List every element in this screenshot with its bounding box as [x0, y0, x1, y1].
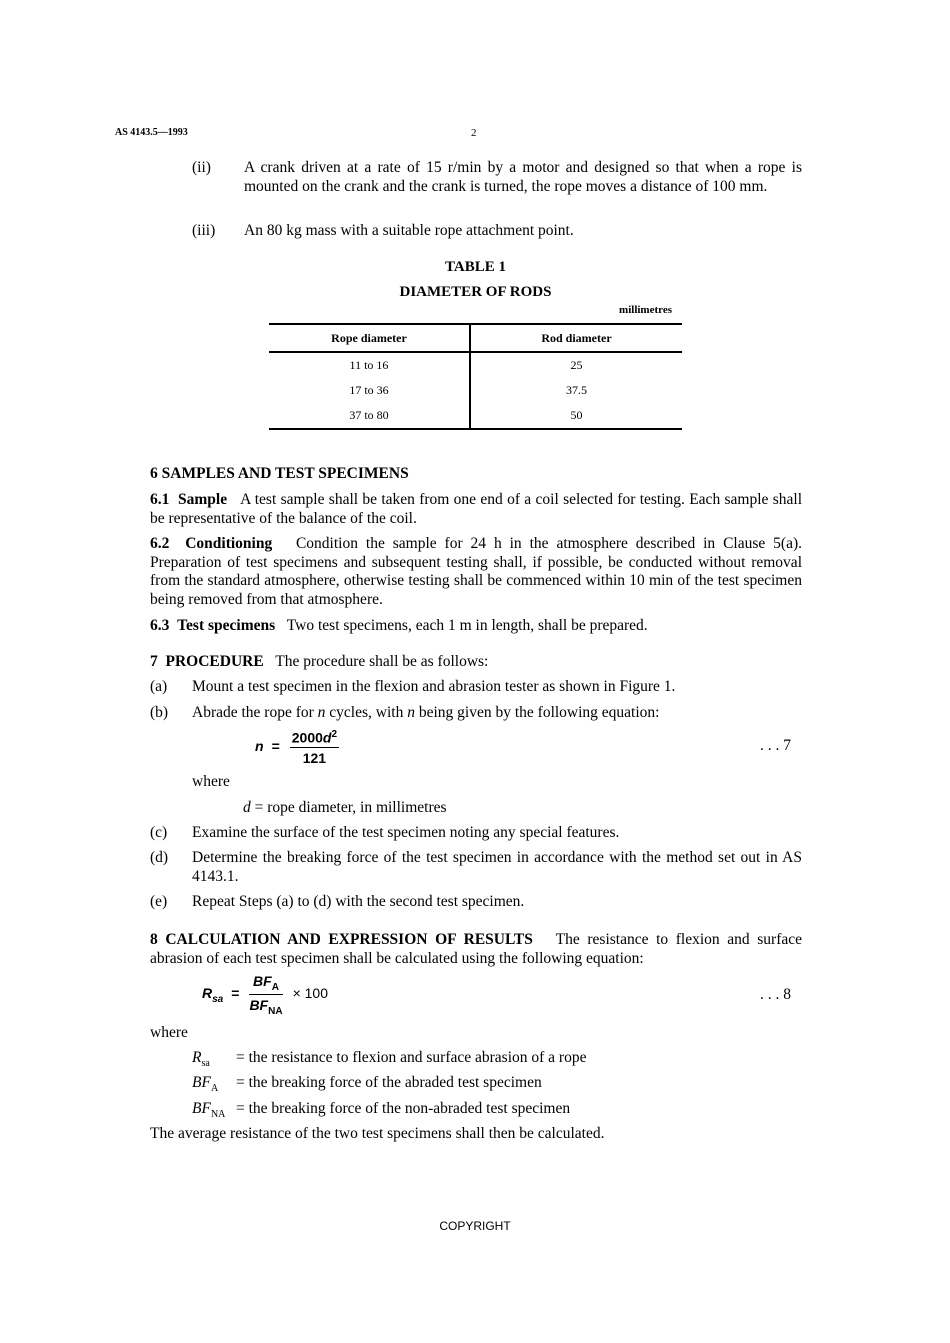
table-row — [269, 378, 682, 403]
column-header: Rope diameter — [269, 324, 470, 352]
eq-lhs: n — [255, 738, 264, 754]
def-symbol-main: R — [192, 1049, 202, 1066]
item-text: A crank driven at a rate of 15 r/min by a motor and designed so that when a rope is mounted on the crank and the crank is turned, the rope moves a distance of 100 mm. — [244, 159, 802, 195]
table-cell: 37.5 — [566, 383, 587, 397]
eq-symbol: BF — [253, 973, 272, 989]
eq-symbol: R — [202, 985, 213, 1002]
table-cell: 50 — [470, 403, 682, 429]
clause-6-1 — [150, 491, 802, 528]
equation-number: . . . 7 — [760, 737, 791, 754]
def-symbol: d — [243, 799, 251, 816]
step-label: (b) — [150, 704, 169, 721]
clause-number: 6.1 — [150, 491, 170, 508]
variable-definition — [192, 1074, 802, 1099]
table-cell: 25 — [570, 358, 583, 372]
eq-denominator: 121 — [302, 749, 327, 766]
procedure-step — [150, 824, 802, 843]
step-text — [192, 704, 802, 723]
eq-multiplier: × 100 — [292, 985, 328, 1002]
variable-definition — [192, 1100, 802, 1125]
def-text: = the breaking force of the abraded test specimen — [236, 1074, 542, 1091]
clause-text: Condition the sample for 24 h in the atmosphere described in Clause 5(a). Preparation of test specimens and subsequent testing shall, if possible, be conducted without removal from the standard atmosphere, otherwise testing shall be commenced within 10 min of the test specimen being removed from that atmosphere. — [150, 535, 802, 608]
standard-designation: AS 4143.5—1993 — [115, 127, 188, 138]
clause-number: 6.3 — [150, 617, 170, 634]
eq-fraction — [290, 729, 339, 766]
variable-definition — [192, 1049, 802, 1074]
item-label: (iii) — [192, 222, 216, 239]
eq-lhs — [202, 985, 224, 1006]
step-label: (d) — [150, 849, 169, 866]
procedure-step — [150, 704, 802, 723]
section-heading: 6 SAMPLES AND TEST SPECIMENS — [150, 465, 409, 482]
eq-fraction — [249, 973, 282, 1017]
eq-variable: d — [322, 729, 332, 746]
clause-title: Conditioning — [185, 535, 273, 552]
variable: n — [407, 704, 415, 721]
def-text: = rope diameter, in millimetres — [254, 799, 447, 816]
section-text: The resistance to flexion and surface abrasion of each test specimen shall be calculated using the following equation: — [150, 931, 802, 967]
section-number: 7 — [150, 653, 158, 670]
eq-subscript: NA — [268, 1005, 283, 1017]
step-text: Mount a test specimen in the flexion and abrasion tester as shown in Figure 1. — [192, 678, 676, 695]
def-text: = the resistance to flexion and surface abrasion of a rope — [236, 1049, 587, 1066]
copyright-footer: COPYRIGHT — [439, 1219, 511, 1233]
variable-definition — [243, 799, 447, 818]
item-text: An 80 kg mass with a suitable rope attachment point. — [244, 222, 574, 239]
table-row — [269, 352, 682, 378]
equation-number: . . . 8 — [760, 986, 791, 1003]
equation-8 — [202, 973, 328, 1017]
rods-table — [269, 323, 682, 430]
def-subscript: A — [210, 1083, 219, 1095]
eq-subscript: sa — [212, 994, 224, 1006]
closing-sentence: The average resistance of the two test specimens shall then be calculated. — [150, 1125, 605, 1142]
def-symbol — [192, 1100, 236, 1125]
step-text: Repeat Steps (a) to (d) with the second test specimen. — [192, 893, 525, 910]
section-intro: The procedure shall be as follows: — [275, 653, 489, 670]
table-number: TABLE 1 — [445, 259, 506, 275]
clause-title: Sample — [178, 491, 228, 508]
text-run: Abrade the rope for — [192, 704, 314, 721]
equation-7 — [255, 729, 339, 766]
clause-text: A test sample shall be taken from one end of a coil selected for testing. Each sample shall be representative of the balance of the coil. — [150, 491, 803, 527]
eq-numerator — [290, 729, 339, 748]
table-row — [269, 403, 682, 429]
eq-constant: 2000 — [291, 729, 323, 746]
table-title: DIAMETER OF RODS — [399, 284, 552, 300]
def-symbol — [192, 1074, 236, 1099]
table-units: millimetres — [619, 304, 672, 316]
column-header: Rod diameter — [470, 324, 682, 352]
variable: n — [317, 704, 326, 721]
def-symbol-main: BF — [192, 1074, 211, 1091]
step-label: (a) — [150, 678, 168, 695]
section-heading: 8 CALCULATION AND EXPRESSION OF RESULTS — [150, 931, 533, 948]
def-symbol — [192, 1049, 236, 1074]
table-cell: 37 to 80 — [269, 403, 470, 429]
def-symbol-main: BF — [192, 1100, 211, 1117]
list-item — [192, 159, 802, 196]
item-label: (ii) — [192, 159, 211, 176]
clause-6-3 — [150, 617, 802, 636]
list-item — [192, 222, 802, 241]
def-text: = the breaking force of the non-abraded test specimen — [236, 1100, 571, 1117]
table-cell: 17 to 36 — [269, 378, 470, 403]
def-subscript: NA — [210, 1109, 226, 1121]
where-label: where — [192, 773, 230, 790]
step-text: Examine the surface of the test specimen noting any special features. — [192, 824, 620, 841]
procedure-step — [150, 893, 802, 912]
procedure-step — [150, 849, 802, 886]
procedure-step — [150, 678, 802, 697]
section-8-intro — [150, 931, 802, 968]
clause-6-2 — [150, 535, 802, 609]
page-number: 2 — [471, 127, 477, 139]
def-subscript: sa — [201, 1058, 210, 1070]
step-label: (c) — [150, 824, 168, 841]
step-label: (e) — [150, 893, 168, 910]
section-title: PROCEDURE — [165, 653, 264, 670]
eq-symbol: BF — [249, 996, 269, 1013]
where-label: where — [150, 1024, 188, 1041]
clause-text: Two test specimens, each 1 m in length, shall be prepared. — [286, 617, 648, 634]
eq-subscript: A — [271, 981, 279, 993]
eq-numerator — [249, 973, 282, 995]
eq-exponent: 2 — [331, 729, 338, 740]
text-run: being given by the following equation: — [418, 704, 660, 721]
clause-title: Test specimens — [177, 617, 276, 634]
eq-equals: = — [231, 985, 240, 1002]
eq-denominator — [249, 995, 282, 1017]
table-cell: 11 to 16 — [269, 352, 470, 378]
text-run: cycles, with — [329, 704, 404, 721]
eq-equals: = — [271, 738, 280, 754]
step-text: Determine the breaking force of the test specimen in accordance with the method set out in AS 4143.1. — [192, 849, 802, 885]
section-heading — [150, 653, 802, 672]
clause-number: 6.2 — [150, 535, 170, 552]
